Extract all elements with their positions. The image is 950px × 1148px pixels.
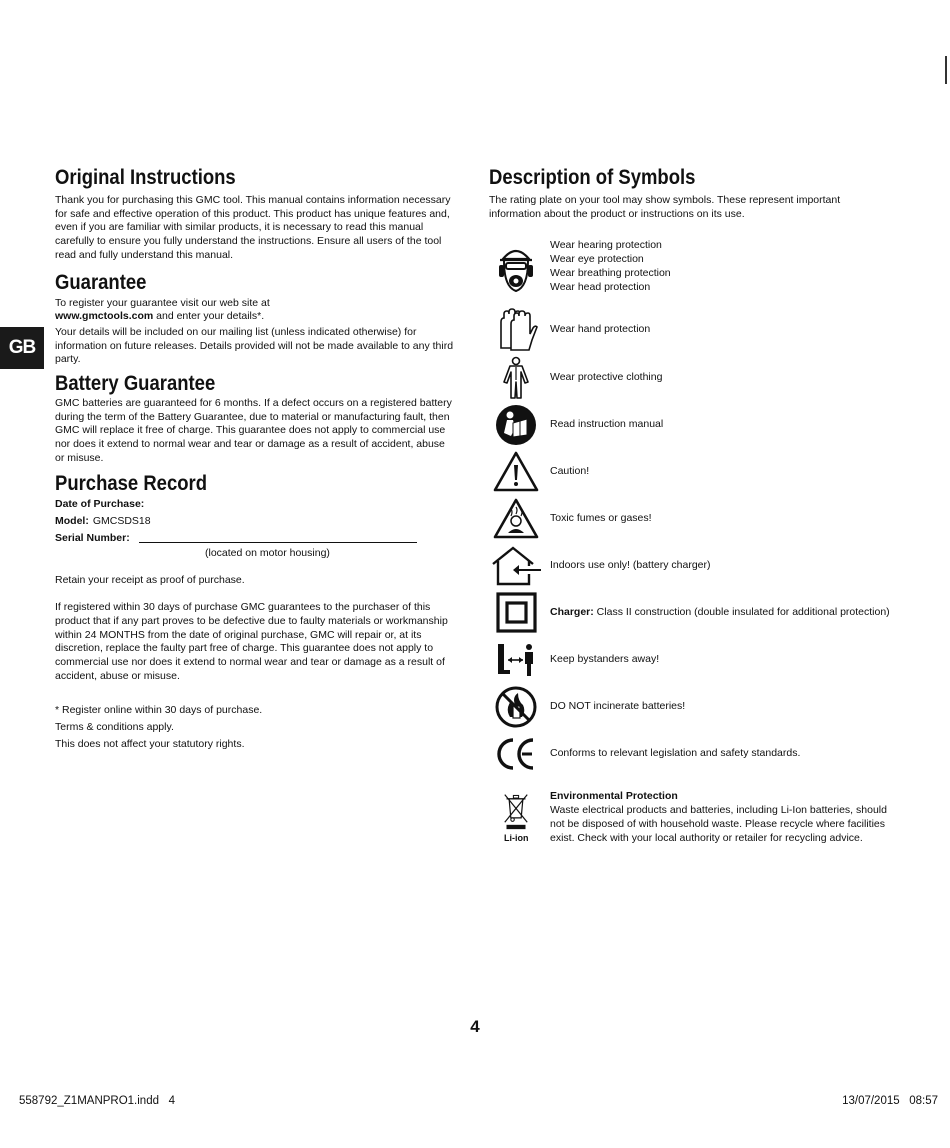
guarantee-line1: To register your guarantee visit our web site at xyxy=(55,296,270,309)
symbol-row-ppe xyxy=(489,239,894,306)
symbol-ppe-text xyxy=(550,239,895,294)
symbol-bystanders-text: Keep bystanders away! xyxy=(550,653,660,666)
receipt-note: Retain your receipt as proof of purchase. xyxy=(55,573,245,586)
right-column xyxy=(489,166,894,854)
serial-number-label: Serial Number: xyxy=(55,531,130,544)
symbol-row-class-ii xyxy=(489,589,894,636)
original-instructions-heading: Original Instructions xyxy=(55,166,236,189)
symbol-row-gloves xyxy=(489,306,894,354)
environmental-protection-label: Environmental Protection xyxy=(550,790,678,803)
symbol-row-incinerate xyxy=(489,683,894,730)
register-note: * Register online within 30 days of purchase. xyxy=(55,704,263,717)
ppe-line-eye: Wear eye protection xyxy=(550,253,644,266)
symbol-row-weee xyxy=(489,790,894,854)
model-field xyxy=(55,513,457,530)
battery-guarantee-body: GMC batteries are guaranteed for 6 months. If a defect occurs on a registered battery during the term of the Battery Guarantee, due to material or manufacturing fault, then GMC will replace it free of charge. This guarantee does not apply to commercial use nor does it extend to normal wear and tear or damage as a result of accident, abuse or misuse. xyxy=(55,397,452,464)
symbol-row-manual xyxy=(489,401,894,448)
symbol-row-toxic xyxy=(489,495,894,542)
symbol-row-bystanders xyxy=(489,636,894,683)
symbol-row-indoors xyxy=(489,542,894,589)
terms-note: Terms & conditions apply. xyxy=(55,721,174,734)
guarantee-line2-rest: and enter your details*. xyxy=(153,310,265,323)
model-label: Model: xyxy=(55,514,89,527)
indoors-only-icon xyxy=(489,544,543,588)
footer-timestamp: 13/07/2015 08:57 xyxy=(842,1095,938,1107)
serial-number-field xyxy=(55,530,457,547)
symbol-indoors-text: Indoors use only! (battery charger) xyxy=(550,559,711,572)
symbol-row-clothing xyxy=(489,354,894,401)
page-edge-mark xyxy=(945,56,947,84)
gloves-icon xyxy=(493,308,539,352)
description-of-symbols-heading: Description of Symbols xyxy=(489,166,696,189)
battery-guarantee-heading: Battery Guarantee xyxy=(55,372,216,396)
ppe-line-head: Wear head protection xyxy=(550,280,651,293)
symbol-caution-text: Caution! xyxy=(550,465,590,478)
date-of-purchase-field xyxy=(55,496,457,513)
bystanders-icon xyxy=(493,638,539,682)
symbol-clothing-text: Wear protective clothing xyxy=(550,371,663,384)
symbol-row-caution xyxy=(489,448,894,495)
symbol-class-ii-text xyxy=(550,606,895,620)
page-number: 4 xyxy=(470,1017,480,1036)
symbol-row-ce xyxy=(489,730,894,777)
charger-label: Charger: xyxy=(550,606,594,619)
guarantee-body: Your details will be included on our mailing list (unless indicated otherwise) for information on future releases. Details provided will not be made available to any third party. xyxy=(55,325,454,366)
ppe-head-icon xyxy=(493,241,539,295)
ppe-line-hearing: Wear hearing protection xyxy=(550,239,662,252)
symbol-weee-text xyxy=(550,790,895,845)
symbol-toxic-text: Toxic fumes or gases! xyxy=(550,512,652,525)
serial-number-blank xyxy=(139,531,417,543)
original-instructions-body: Thank you for purchasing this GMC tool. This manual contains information necessary for safe and effective operation of this product. This product has unique features and, even if you are familiar with similar products, it is necessary to read this manual carefully to ensure you fully understand the instructions. Ensure all users of the tool read and fully understand this manual. xyxy=(55,194,451,261)
class-ii-description: Class II construction (double insulated for additional protection) xyxy=(593,606,890,619)
guarantee-heading: Guarantee xyxy=(55,270,147,294)
model-value: GMCSDS18 xyxy=(92,514,151,527)
ce-mark-icon xyxy=(493,732,539,776)
read-manual-icon xyxy=(493,403,539,447)
symbol-ce-text: Conforms to relevant legislation and safety standards. xyxy=(550,747,801,760)
purchase-record-heading: Purchase Record xyxy=(55,471,208,495)
language-tab: GB xyxy=(0,327,44,369)
symbols-intro: The rating plate on your tool may show symbols. These represent important information about the product or instructions on its use. xyxy=(489,194,841,220)
statutory-note: This does not affect your statutory rights. xyxy=(55,738,245,751)
left-column xyxy=(55,166,457,753)
weee-bin-icon xyxy=(493,792,539,830)
li-ion-badge: Li-ion xyxy=(504,833,529,844)
symbol-incinerate-text: DO NOT incinerate batteries! xyxy=(550,700,686,713)
ppe-line-breathing: Wear breathing protection xyxy=(550,266,671,279)
environmental-protection-body: Waste electrical products and batteries, including Li-Ion batteries, should not be disposed of with household waste. Please recycle where facilities exist. Check with your local authority or retailer for recycling advice. xyxy=(550,804,887,844)
toxic-fumes-icon xyxy=(493,497,539,541)
protective-clothing-icon xyxy=(493,356,539,400)
warranty-body: If registered within 30 days of purchase GMC guarantees to the purchaser of this product that if any part proves to be defective due to faulty materials or workmanship within 24 MONTHS from the date of original purchase, GMC will repair or, at its discretion, replace the faulty part free of charge. This guarantee does not apply to commercial use nor does it extend to normal wear and tear or damage as a result of accident, abuse or misuse. xyxy=(55,601,448,682)
symbol-list xyxy=(489,239,894,854)
serial-location-note: (located on motor housing) xyxy=(205,546,330,559)
website-link[interactable]: www.gmctools.com xyxy=(55,310,154,323)
footer-file-slug: 558792_Z1MANPRO1.indd 4 xyxy=(19,1095,175,1107)
class-ii-icon xyxy=(493,591,539,635)
symbol-gloves-text: Wear hand protection xyxy=(550,323,651,336)
caution-triangle-icon xyxy=(493,450,539,494)
guarantee-line2 xyxy=(55,310,457,324)
no-incinerate-icon xyxy=(493,685,539,729)
symbol-manual-text: Read instruction manual xyxy=(550,418,664,431)
date-of-purchase-label: Date of Purchase: xyxy=(55,497,145,510)
